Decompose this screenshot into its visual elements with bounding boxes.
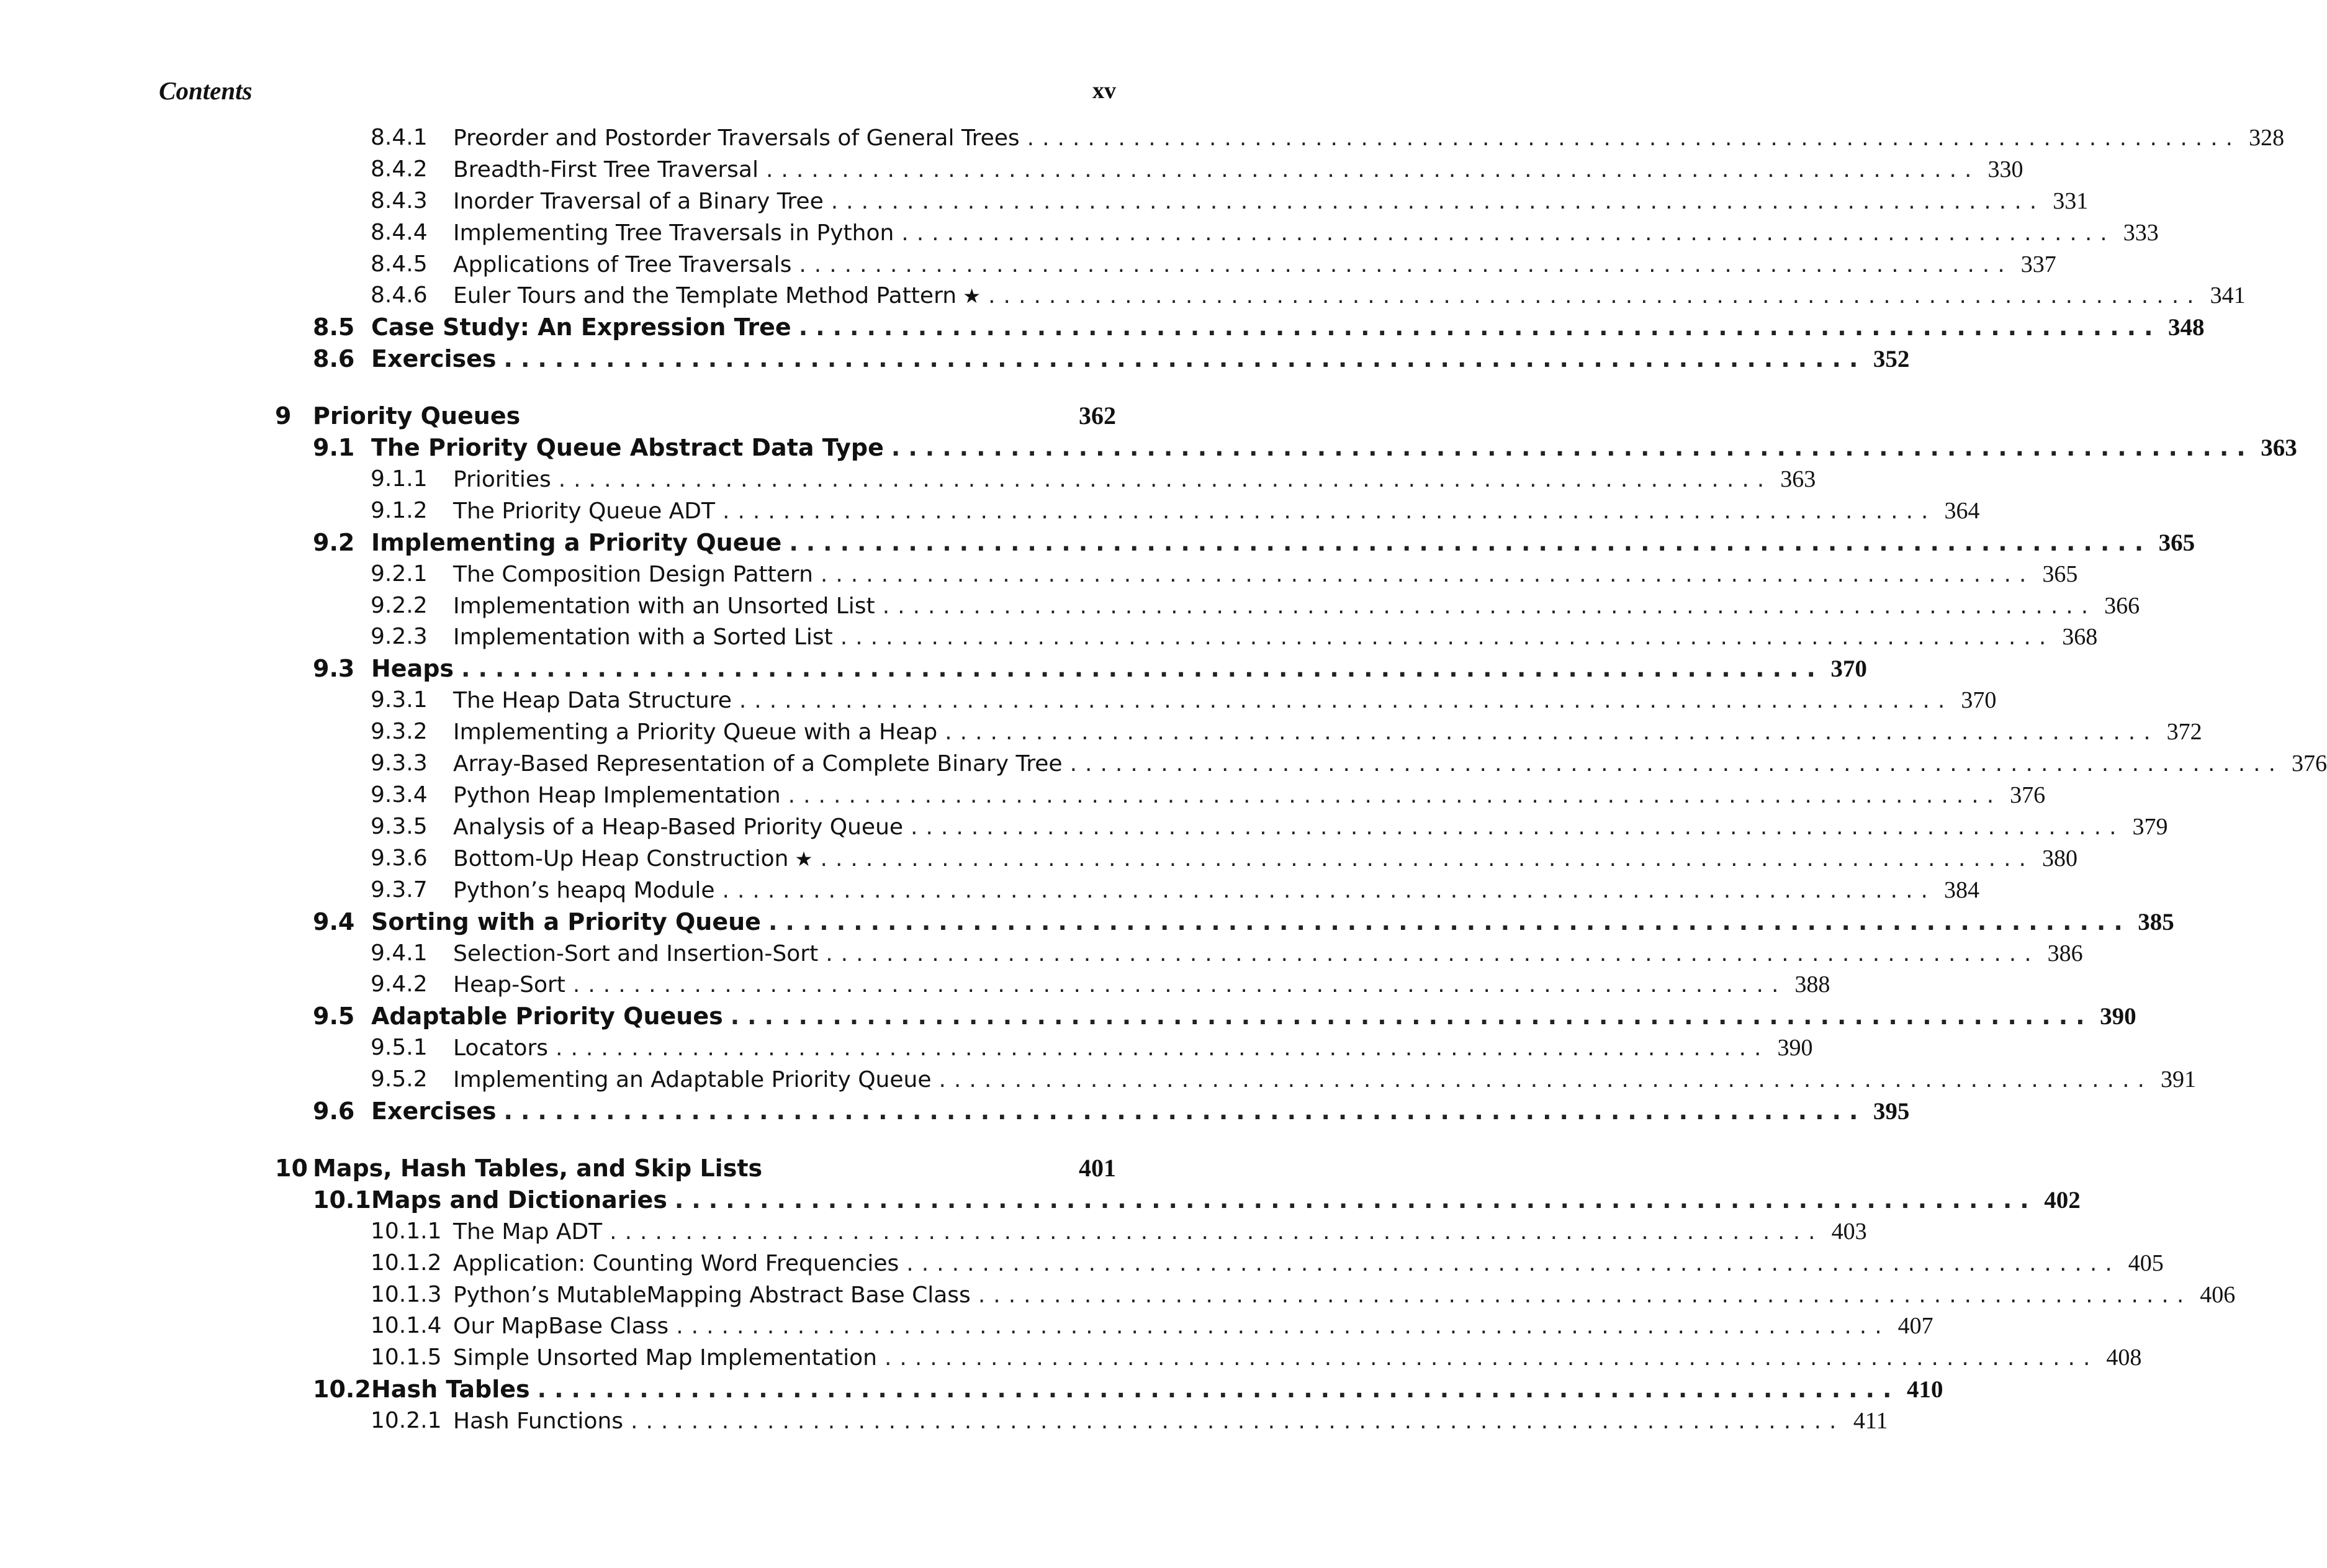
toc-entry-title: Preorder and Postorder Traversals of General Trees — [453, 125, 1020, 151]
toc-entry-line — [453, 1216, 1867, 1247]
toc-entry — [0, 653, 1867, 684]
toc-entry-title: Euler Tours and the Template Method Pattern — [453, 283, 957, 309]
toc-entry — [0, 464, 1816, 495]
toc-entry-number: 8.4.4 — [371, 220, 428, 245]
toc-entry-page: 405 — [2128, 1250, 2164, 1276]
toc-entry-number: 9.3.1 — [371, 687, 428, 713]
toc-entry — [0, 1064, 2196, 1095]
toc-entry-line — [313, 400, 1116, 431]
toc-entry-title: Implementation with an Unsorted List — [453, 593, 875, 619]
toc-entry — [0, 217, 2159, 248]
toc-entry-number: 9.1 — [313, 434, 355, 461]
toc-entry — [0, 780, 2046, 811]
toc-entry-number: 9 — [275, 402, 292, 430]
dot-leader: ................................................................................ — [631, 1408, 1845, 1434]
toc-entry-page: 390 — [1777, 1035, 1813, 1061]
dot-leader: ................................................................................ — [884, 1345, 2099, 1371]
dot-leader: ................................................................................ — [789, 529, 2152, 556]
toc-entry-number: 9.2.2 — [371, 593, 428, 618]
toc-entry-title: Priorities — [453, 467, 551, 492]
toc-entry-number: 10.1.3 — [371, 1282, 442, 1307]
toc-entry-page: 410 — [1906, 1376, 1943, 1403]
toc-entry-line — [453, 1405, 1888, 1436]
toc-entry-line — [371, 343, 1910, 374]
dot-leader: ................................................................................ — [739, 688, 1953, 713]
toc-entry — [0, 280, 2246, 311]
toc-entry-title: Breadth-First Tree Traversal — [453, 157, 758, 182]
toc-entry — [0, 969, 1830, 1000]
dot-leader: ................................................................................ — [572, 972, 1787, 998]
dot-leader: ................................................................................ — [1069, 751, 2284, 777]
toc-entry-page: 386 — [2047, 940, 2083, 966]
toc-entry-title: Case Study: An Expression Tree — [371, 313, 791, 341]
toc-entry-page: 348 — [2168, 314, 2205, 341]
dot-leader: ................................................................................ — [826, 941, 2040, 966]
toc-entry — [0, 748, 2327, 779]
toc-entry-line — [453, 938, 2083, 969]
toc-entry-line — [371, 1001, 2136, 1032]
toc-entry-line — [453, 280, 2246, 311]
toc-entry-title: Application: Counting Word Frequencies — [453, 1251, 899, 1276]
toc-entry — [0, 1342, 2142, 1373]
toc-entry-line — [453, 716, 2202, 747]
toc-entry-number: 10.1.1 — [371, 1219, 442, 1244]
toc-entry-title: The Heap Data Structure — [453, 688, 732, 713]
dot-leader: ................................................................................ — [906, 1251, 2120, 1276]
dot-leader: ................................................................................ — [1027, 125, 2241, 151]
toc-entry-page: 411 — [1853, 1408, 1888, 1434]
toc-entry-page: 328 — [2249, 125, 2285, 151]
toc-entry-number: 9.2.3 — [371, 624, 428, 649]
dot-leader: ................................................................................ — [537, 1376, 1900, 1403]
toc-entry-number: 10 — [275, 1155, 308, 1182]
toc-entry-title: Applications of Tree Traversals — [453, 252, 792, 277]
toc-entry-number: 8.5 — [313, 313, 355, 341]
dot-leader: ................................................................................ — [882, 593, 2097, 619]
toc-entry-title: Heap-Sort — [453, 972, 565, 998]
toc-entry-page: 337 — [2020, 251, 2056, 277]
toc-entry — [0, 186, 2089, 217]
toc-entry — [0, 154, 2023, 185]
toc-entry-title: Implementing an Adaptable Priority Queue — [453, 1067, 932, 1093]
toc-entry — [0, 1032, 1813, 1063]
dot-leader: ................................................................................ — [722, 878, 1936, 903]
toc-entry-page: 365 — [2158, 529, 2195, 556]
toc-entry-line — [453, 464, 1816, 495]
toc-entry-title: Exercises — [371, 1097, 497, 1125]
dot-leader: ................................................................................ — [556, 1035, 1770, 1061]
toc-entry — [0, 400, 1271, 431]
toc-entry-line — [453, 1032, 1813, 1063]
toc-entry-page: 403 — [1831, 1219, 1867, 1245]
toc-entry-title: Bottom-Up Heap Construction — [453, 846, 789, 872]
toc-entry-page: 376 — [2292, 750, 2327, 777]
toc-entry-number: 9.2 — [313, 529, 355, 556]
toc-entry-title: Python’s heapq Module — [453, 878, 715, 903]
toc-entry-line — [371, 906, 2174, 937]
toc-entry — [0, 527, 2195, 558]
dot-leader: ................................................................................ — [730, 1003, 2093, 1030]
toc-entry-page: 402 — [2044, 1187, 2081, 1214]
toc-entry-line — [453, 621, 2098, 652]
toc-entry-title: Implementing Tree Traversals in Python — [453, 220, 894, 246]
toc-entry-title: The Priority Queue ADT — [453, 498, 716, 524]
toc-entry-number: 9.3 — [313, 655, 355, 682]
toc-entry-title: Python’s MutableMapping Abstract Base Class — [453, 1282, 971, 1308]
toc-entry — [0, 906, 2174, 937]
toc-entry-page: 341 — [2210, 282, 2246, 309]
dot-leader: ................................................................................ — [830, 189, 2045, 214]
toc-entry — [0, 938, 2083, 969]
dot-leader: ................................................................................ — [945, 719, 2159, 745]
running-head-title: Contents — [159, 76, 253, 105]
toc-entry-number: 9.3.4 — [371, 782, 428, 808]
toc-entry-line — [453, 186, 2089, 217]
toc-entry-number: 8.4.6 — [371, 282, 428, 308]
toc-entry-number: 9.3.3 — [371, 750, 428, 776]
toc-entry — [0, 343, 1910, 374]
toc-entry — [0, 1153, 1271, 1184]
toc-entry-line — [453, 495, 1980, 526]
dot-leader: ................................................................................ — [503, 1097, 1866, 1125]
toc-entry-number: 8.6 — [313, 345, 355, 372]
toc-entry-number: 10.2.1 — [371, 1408, 442, 1433]
toc-entry-page: 385 — [2138, 909, 2174, 935]
toc-entry — [0, 1096, 1910, 1127]
toc-entry-page: 333 — [2123, 220, 2159, 246]
toc-entry-page: 330 — [1987, 156, 2023, 182]
dot-leader: ................................................................................ — [676, 1313, 1890, 1339]
toc-entry — [0, 1279, 2236, 1310]
toc-entry — [0, 621, 2098, 652]
toc-entry-line — [453, 811, 2168, 842]
toc-entry-page: 368 — [2062, 624, 2098, 650]
toc-entry-line — [453, 780, 2046, 811]
toc-entry-title: Sorting with a Priority Queue — [371, 908, 761, 935]
toc-entry-page: 366 — [2104, 593, 2140, 619]
toc-entry-page: 352 — [1873, 346, 1910, 372]
toc-entry-line — [453, 122, 2285, 153]
toc-entry-line — [371, 1184, 2081, 1215]
toc-entry-page: 372 — [2166, 719, 2202, 745]
toc-entry-line — [371, 312, 2205, 343]
toc-entry — [0, 1001, 2136, 1032]
toc-entry-page: 362 — [1079, 402, 1116, 430]
toc-entry-line — [453, 590, 2140, 621]
toc-entry-title: Python Heap Implementation — [453, 783, 781, 808]
toc-entry — [0, 432, 2297, 463]
running-head-page-number: xv — [1092, 78, 1116, 104]
toc-entry-page: 331 — [2053, 188, 2089, 214]
toc-entry-line — [453, 875, 1979, 906]
toc-entry-page: 365 — [2042, 561, 2078, 587]
toc-entry-number: 9.4.1 — [371, 940, 428, 966]
toc-entry-line — [453, 1064, 2196, 1095]
toc-entry-title: Implementing a Priority Queue — [371, 529, 782, 556]
toc-entry-line — [453, 1310, 1933, 1341]
toc-entry-page: 370 — [1961, 687, 1997, 713]
toc-entry-number: 9.3.5 — [371, 814, 428, 839]
dot-leader: ................................................................................ — [610, 1219, 1824, 1245]
toc-entry — [0, 875, 1979, 906]
toc-entry-number: 10.1.5 — [371, 1345, 442, 1370]
toc-entry-number: 9.6 — [313, 1097, 355, 1125]
toc-entry-title: Implementation with a Sorted List — [453, 624, 833, 650]
toc-entry-title: The Map ADT — [453, 1219, 603, 1245]
dot-leader: ................................................................................ — [461, 655, 1824, 682]
toc-entry-number: 10.2 — [313, 1376, 371, 1403]
toc-entry-page: 363 — [1780, 466, 1816, 492]
toc-entry-line — [371, 653, 1867, 684]
toc-entry — [0, 1374, 1943, 1405]
toc-entry-page: 391 — [2160, 1066, 2196, 1093]
toc-entry-number: 9.4 — [313, 908, 355, 935]
toc-entry-title: Hash Tables — [371, 1376, 530, 1403]
toc-entry-number: 10.1 — [313, 1186, 371, 1214]
toc-entry-title: Hash Functions — [453, 1408, 624, 1434]
toc-entry — [0, 843, 2077, 874]
toc-entry-page: 408 — [2106, 1345, 2142, 1371]
toc-entry-title: Implementing a Priority Queue with a Heap — [453, 719, 938, 745]
toc-entry-line — [371, 1096, 1910, 1127]
toc-entry-line — [453, 1342, 2142, 1373]
toc-entry-title: Analysis of a Heap-Based Priority Queue — [453, 814, 904, 840]
toc-entry-line — [453, 154, 2023, 185]
toc-entry-number: 8.4.5 — [371, 251, 428, 277]
toc-entry-page: 388 — [1794, 971, 1830, 998]
toc-entry-number: 9.3.2 — [371, 719, 428, 744]
toc-entry-number: 10.1.2 — [371, 1250, 442, 1276]
toc-entry-number: 9.5.2 — [371, 1066, 428, 1092]
toc-entry-title: Exercises — [371, 345, 497, 372]
toc-entry-number: 9.3.7 — [371, 877, 428, 903]
toc-entry — [0, 811, 2168, 842]
toc-entry-number: 8.4.3 — [371, 188, 428, 214]
toc-entry — [0, 590, 2140, 621]
dot-leader: ................................................................................ — [911, 814, 2125, 840]
toc-entry-title: Maps and Dictionaries — [371, 1186, 667, 1214]
dot-leader: ................................................................................ — [674, 1186, 2037, 1214]
toc-entry-line — [371, 432, 2297, 463]
toc-entry-line — [371, 527, 2195, 558]
toc-entry-title: Array-Based Representation of a Complete Binary Tree — [453, 751, 1063, 777]
dot-leader: ................................................................................ — [503, 345, 1866, 372]
toc-entry-line — [453, 1248, 2164, 1279]
dot-leader: ................................................................................ — [840, 624, 2055, 650]
toc-entry-line — [453, 217, 2159, 248]
toc-entry-title: Inorder Traversal of a Binary Tree — [453, 189, 824, 214]
toc-entry — [0, 685, 1997, 716]
toc-entry-page: 370 — [1830, 656, 1867, 682]
dot-leader: ................................................................................ — [978, 1282, 2192, 1308]
toc-entry-page: 384 — [1943, 877, 1979, 903]
toc-entry — [0, 1405, 1888, 1436]
dot-leader: ................................................................................ — [901, 220, 2115, 246]
toc-entry — [0, 1310, 1933, 1341]
toc-entry — [0, 249, 2056, 280]
toc-entry-number: 9.2.1 — [371, 561, 428, 587]
toc-entry-number: 8.4.1 — [371, 125, 428, 150]
dot-leader: ................................................................................ — [788, 783, 2002, 808]
toc-entry-number: 9.4.2 — [371, 971, 428, 997]
toc-entry-line — [453, 748, 2327, 779]
toc-entry-line — [371, 1374, 1943, 1405]
toc-entry-line — [453, 559, 2078, 590]
toc-entry — [0, 122, 2285, 153]
toc-entry-page: 401 — [1079, 1154, 1116, 1182]
dot-leader: ................................................................................ — [722, 498, 1937, 524]
toc-entry — [0, 495, 1980, 526]
toc-entry-title: Adaptable Priority Queues — [371, 1003, 723, 1030]
dot-leader: ................................................................................ — [820, 562, 2035, 587]
toc-entry-title: Our MapBase Class — [453, 1313, 669, 1339]
toc-entry-page: 363 — [2261, 435, 2297, 461]
toc-entry-page: 364 — [1944, 498, 1980, 524]
toc-entry-title: Heaps — [371, 655, 454, 682]
dot-leader: ................................................................................ — [820, 846, 2034, 872]
dot-leader: ................................................................................ — [799, 252, 2013, 277]
toc-entry-line — [453, 969, 1830, 1000]
toc-entry — [0, 1248, 2164, 1279]
toc-entry-page: 406 — [2200, 1282, 2236, 1308]
toc-entry — [0, 312, 2205, 343]
dot-leader: ................................................................................ — [891, 434, 2254, 461]
toc-entry-page: 407 — [1897, 1313, 1933, 1339]
dot-leader: ................................................................................ — [988, 283, 2202, 309]
toc-entry-number: 9.5.1 — [371, 1035, 428, 1060]
star-icon: ★ — [794, 847, 813, 871]
toc-entry-line — [453, 685, 1997, 716]
dot-leader: ................................................................................ — [765, 157, 1980, 182]
toc-entry — [0, 559, 2078, 590]
toc-entry-line — [453, 249, 2056, 280]
dot-leader: ................................................................................ — [768, 908, 2131, 935]
star-icon: ★ — [963, 284, 981, 308]
dot-leader: ................................................................................ — [798, 313, 2161, 341]
toc-entry-title: Locators — [453, 1035, 548, 1061]
toc-entry — [0, 1216, 1867, 1247]
toc-entry-title: The Composition Design Pattern — [453, 562, 813, 587]
toc-entry — [0, 716, 2202, 747]
toc-entry-page: 380 — [2042, 845, 2077, 872]
toc-entry-number: 9.5 — [313, 1003, 355, 1030]
toc-entry-line — [453, 843, 2077, 874]
toc-entry-number: 9.1.2 — [371, 498, 428, 523]
toc-entry-page: 376 — [2010, 782, 2046, 808]
dot-leader: ................................................................................ — [938, 1067, 2153, 1093]
toc-entry — [0, 1184, 2081, 1215]
dot-leader: ................................................................................ — [558, 467, 1773, 492]
toc-entry-number: 8.4.2 — [371, 156, 428, 182]
toc-entry-title: Maps, Hash Tables, and Skip Lists — [313, 1155, 763, 1182]
toc-entry-page: 379 — [2132, 814, 2168, 840]
toc-entry-number: 10.1.4 — [371, 1313, 442, 1338]
toc-entry-page: 390 — [2100, 1003, 2136, 1030]
toc-entry-title: Simple Unsorted Map Implementation — [453, 1345, 877, 1371]
toc-entry-title: Priority Queues — [313, 402, 521, 430]
toc-entry-title: The Priority Queue Abstract Data Type — [371, 434, 884, 461]
toc-entry-number: 9.1.1 — [371, 466, 428, 492]
toc-entry-title: Selection-Sort and Insertion-Sort — [453, 941, 819, 966]
toc-entry-line — [313, 1153, 1116, 1184]
toc-entry-page: 395 — [1873, 1098, 1910, 1125]
toc-entry-number: 9.3.6 — [371, 845, 428, 871]
toc-entry-line — [453, 1279, 2236, 1310]
